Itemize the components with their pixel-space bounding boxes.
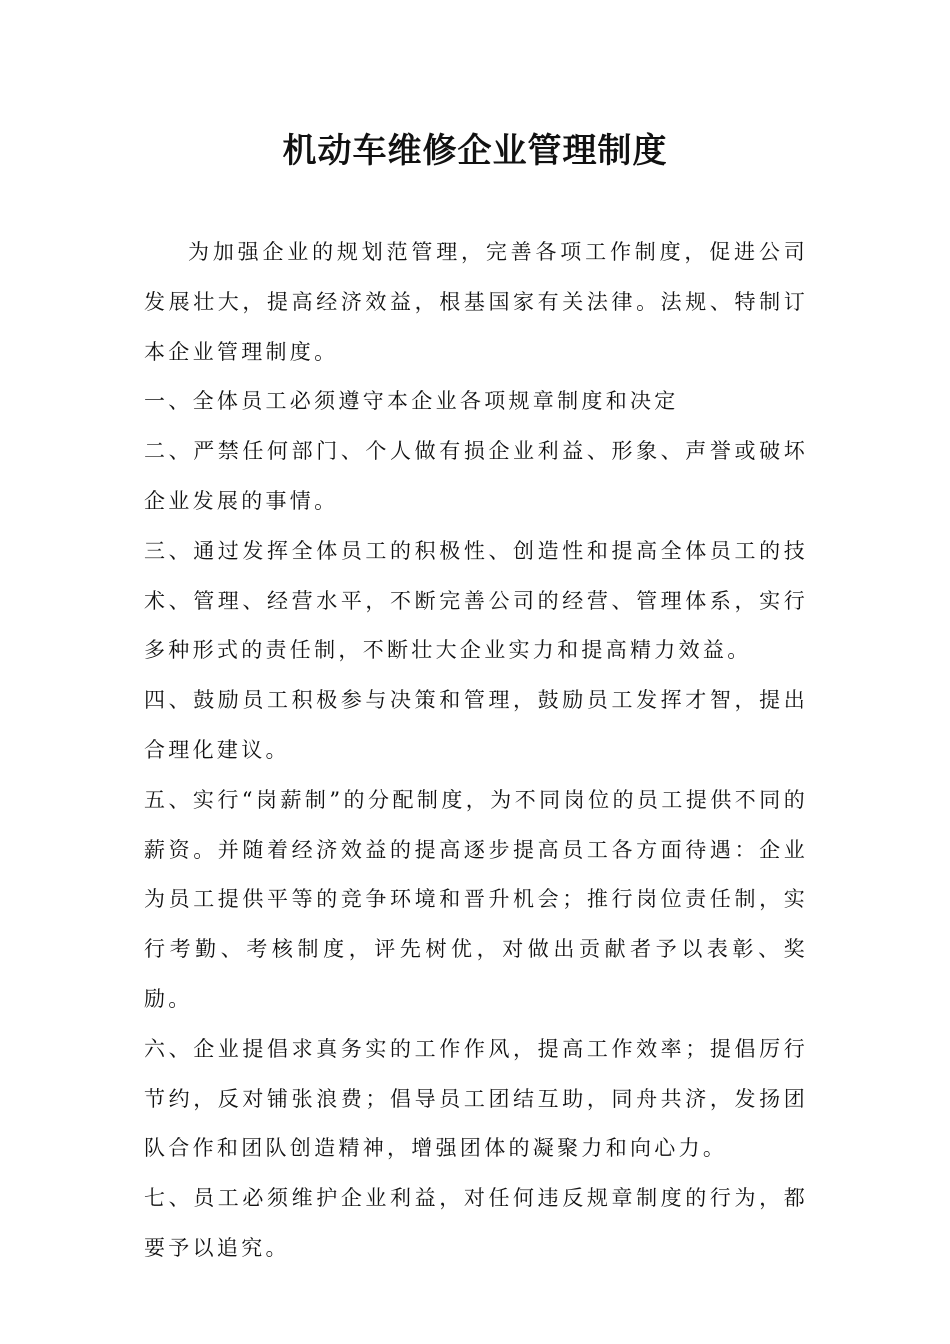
clause-1: 一、全体员工必须遵守本企业各项规章制度和决定 bbox=[144, 389, 679, 414]
clause-5: 五、实行“岗薪制”的分配制度，为不同岗位的员工提供不同的薪资。并随着经济效益的提高逐步提高员工各方面待遇：企业为员工提供平等的竞争环境和晋升机会；推行岗位责任制，实行考勤、考核制度，评先树优，对做出贡献者予以表彰、奖励。 bbox=[144, 787, 808, 1011]
clause-6: 六、企业提倡求真务实的工作作风，提高工作效率；提倡厉行节约，反对铺张浪费；倡导员工团结互助，同舟共济，发扬团队合作和团队创造精神，增强团体的凝聚力和向心力。 bbox=[144, 1036, 808, 1161]
clause-2: 二、严禁任何部门、个人做有损企业利益、形象、声誉或破坏企业发展的事情。 bbox=[144, 439, 808, 513]
clause-4: 四、鼓励员工积极参与决策和管理，鼓励员工发挥才智，提出合理化建议。 bbox=[144, 688, 808, 762]
clause-3: 三、通过发挥全体员工的积极性、创造性和提高全体员工的技术、管理、经营水平，不断完善公司的经营、管理体系，实行多种形式的责任制，不断壮大企业实力和提高精力效益。 bbox=[144, 538, 808, 663]
clause-7: 七、员工必须维护企业利益，对任何违反规章制度的行为，都要予以追究。 bbox=[144, 1186, 808, 1260]
document-body bbox=[144, 228, 808, 1274]
document-title: 机动车维修企业管理制度 bbox=[282, 131, 668, 171]
intro-paragraph: 为加强企业的规划范管理，完善各项工作制度，促进公司发展壮大，提高经济效益，根基国家有关法律。法规、特制订本企业管理制度。 bbox=[144, 240, 808, 364]
